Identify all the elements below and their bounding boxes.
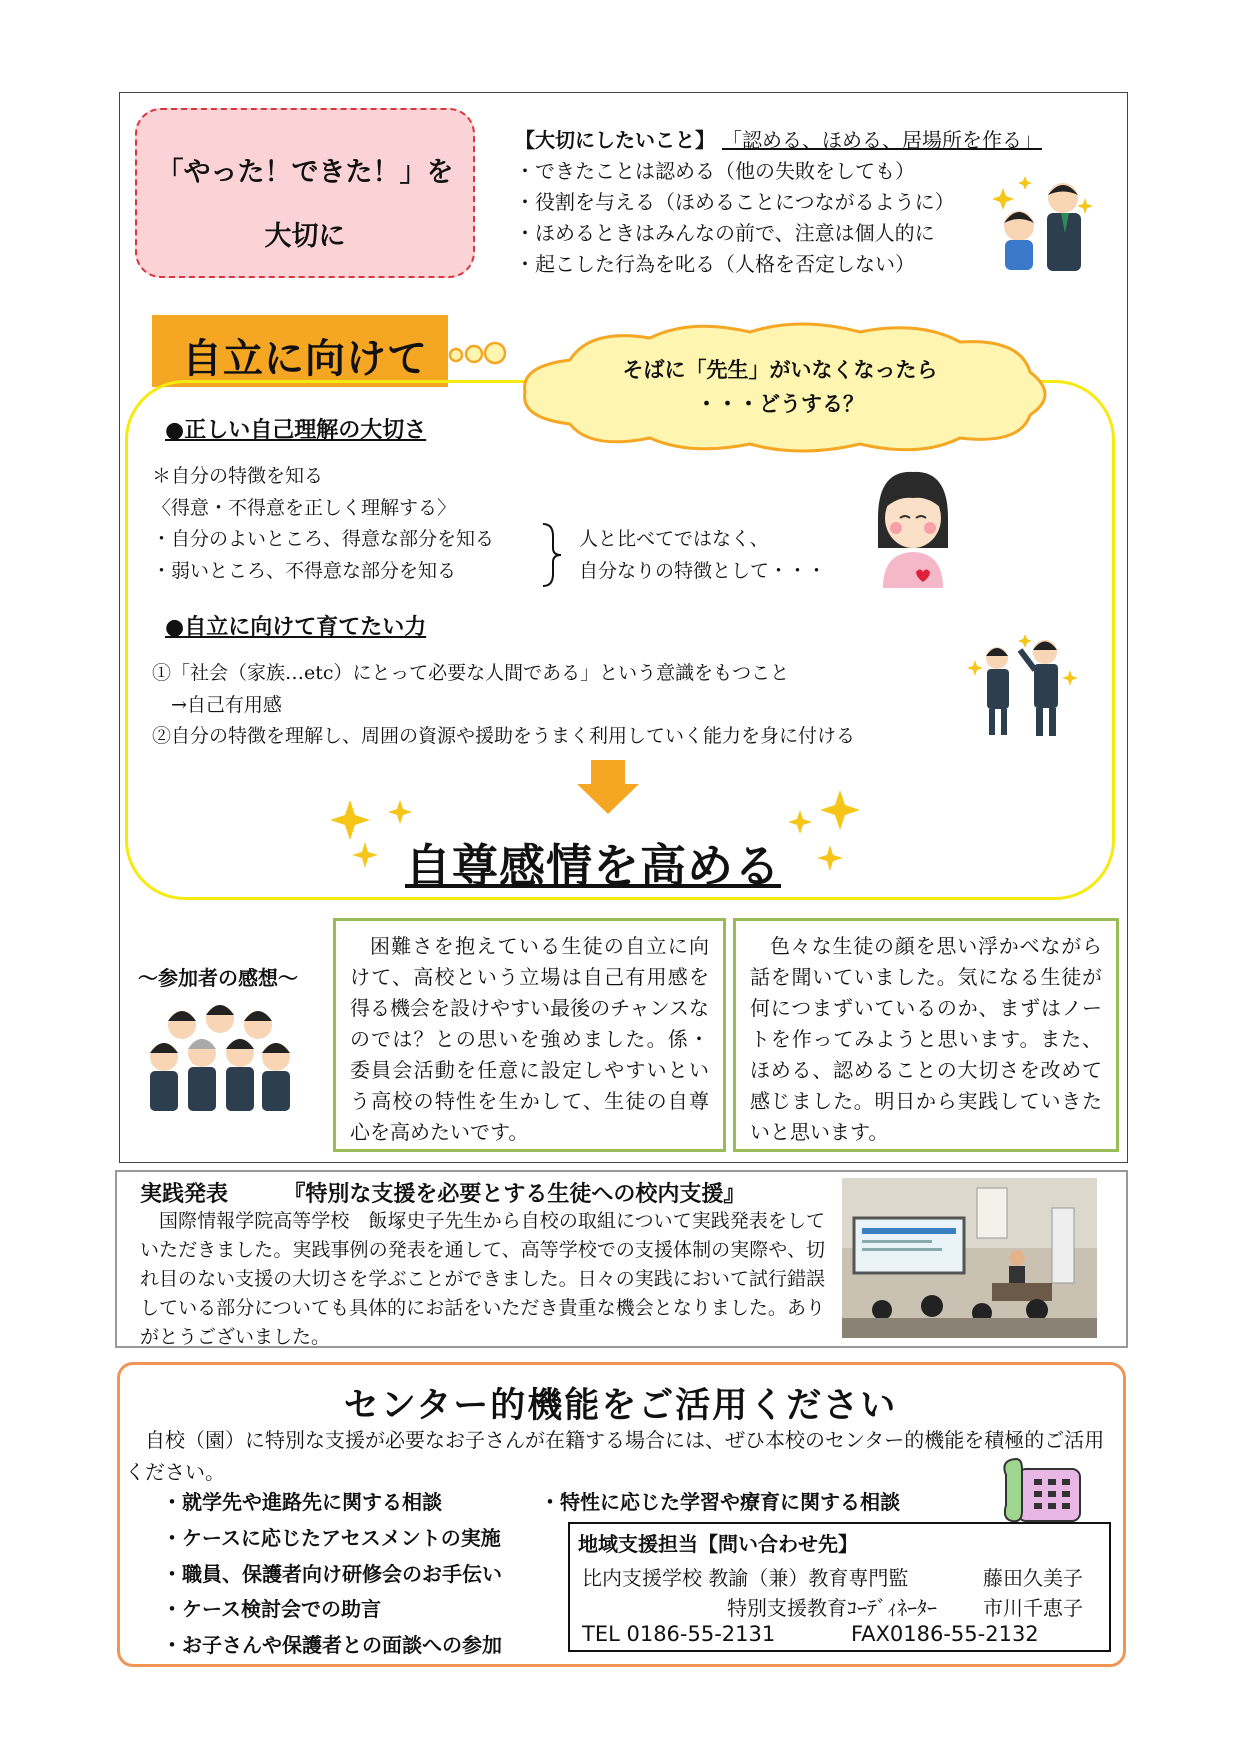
- growth-ability-title: ●自立に向けて育てたい力: [165, 615, 427, 640]
- teacher-student-illustration: [985, 168, 1095, 273]
- practice-text: 国際情報学院高等学校 飯塚史子先生から自校の取組について実践発表をしていただきました。実践事例の発表を通して、高等学校での支援体制の実際や、切れ目のない支援の大切さを学ぶことができました。日々の実践において試行錯誤している部分についても具体的にお話をいただき貴重な機会となりました。ありがとうございました。: [140, 1210, 825, 1348]
- contact-role-2: 特別支援教育ｺｰﾃﾞｨﾈｰﾀｰ: [727, 1596, 937, 1620]
- service-item: ・ケースに応じたアセスメントの実施: [162, 1526, 501, 1550]
- important-item: ・ほめるときはみんなの前で、注意は個人的に: [515, 221, 935, 245]
- practice-label: 実践発表: [140, 1182, 229, 1207]
- important-item: ・できたことは認める（他の失敗をしても）: [515, 159, 915, 183]
- section1-line: ・自分のよいところ、得意な部分を知る: [152, 528, 495, 550]
- impressions-title: ～参加者の感想～: [138, 966, 298, 990]
- important-item: ・起こした行為を叱る（人格を否定しない）: [515, 252, 915, 276]
- girl-illustration: [868, 468, 958, 588]
- important-item: ・役割を与える（ほめることにつながるように）: [515, 190, 955, 214]
- yatta-line2: 大切に: [264, 221, 346, 252]
- section1-line: ＊自分の特徴を知る: [152, 465, 324, 487]
- practice-topic: 『特別な支援を必要とする生徒への校内支援』: [283, 1182, 746, 1207]
- important-heading: [515, 125, 1075, 156]
- cloud-line1: そばに「先生」がいなくなったら: [622, 358, 938, 382]
- curly-brace: [541, 522, 563, 588]
- service-item: ・職員、保護者向け研修会のお手伝い: [162, 1562, 502, 1586]
- section1-line: 〈得意・不得意を正しく理解する〉: [152, 497, 457, 519]
- section2-line: →自己有用感: [152, 694, 282, 716]
- contact-name-2: 市川千恵子: [983, 1596, 1083, 1620]
- center-function-intro: [125, 1424, 1120, 1488]
- yatta-dekita-box: [135, 108, 475, 278]
- thought-bubble-dots: [448, 340, 508, 370]
- telephone-icon: [998, 1455, 1088, 1527]
- service-item: ・お子さんや保護者との面談への参加: [162, 1633, 502, 1657]
- contact-box: [568, 1522, 1111, 1652]
- contact-school-role: 比内支援学校 教諭（兼）教育専門監: [582, 1566, 909, 1590]
- contact-fax: FAX0186-55-2132: [851, 1622, 1039, 1646]
- raise-self-esteem-headline: 自尊感情を高める: [405, 839, 781, 893]
- cloud-text: [560, 353, 1000, 421]
- independence-heading: 自立に向けて: [182, 336, 428, 382]
- center-function-title: センター的機能をご活用ください: [343, 1386, 898, 1426]
- center-intro-text: 自校（園）に特別な支援が必要なお子さんが在籍する場合には、ぜひ本校のセンター的機能を積極的ご活用ください。: [125, 1428, 1105, 1484]
- service-item: ・ケース検討会での助言: [162, 1597, 381, 1621]
- yatta-line1: 「やった！できた！」を: [156, 157, 454, 188]
- contact-title: 地域支援担当【問い合わせ先】: [578, 1532, 858, 1556]
- presentation-photo: [842, 1178, 1097, 1338]
- impression-box-2: [733, 918, 1119, 1152]
- section2-line: ②自分の特徴を理解し、周囲の資源や援助をうまく利用していく能力を身に付ける: [152, 725, 856, 747]
- self-understanding-title: ●正しい自己理解の大切さ: [165, 418, 427, 443]
- impression-box-1: [333, 918, 726, 1152]
- service-item: ・就学先や進路先に関する相談: [162, 1490, 442, 1514]
- independence-heading-tab: [152, 315, 448, 387]
- brace-note: 人と比べてではなく、: [579, 528, 769, 550]
- crowd-cheering-illustration: [142, 995, 297, 1115]
- service-item: ・特性に応じた学習や療育に関する相談: [540, 1490, 900, 1514]
- practice-title: [140, 1177, 745, 1208]
- cloud-line2: ・・・どうする？: [696, 392, 864, 416]
- important-motto: 「認める、ほめる、居場所を作る」: [721, 128, 1042, 152]
- section2-line: ①「社会（家族…etc）にとって必要な人間である」という意識をもつこと: [152, 662, 790, 684]
- celebrating-workers-illustration: [965, 630, 1080, 740]
- practice-body: [140, 1207, 825, 1352]
- impression-text-1: 困難さを抱えている生徒の自立に向けて、高校という立場は自己有用感を得る機会を設けやすい最後のチャンスなのでは？との思いを強めました。係・委員会活動を任意に設定しやすいという高校の特性を生かして、生徒の自尊心を高めたいです。: [350, 934, 709, 1144]
- impression-text-2: 色々な生徒の顔を思い浮かべながら話を聞いていました。気になる生徒が何につまずいているのか、まずはノートを作ってみようと思います。また、ほめる、認めることの大切さを改めて感じました。明日から実践していきたいと思います。: [750, 934, 1102, 1144]
- contact-tel: TEL 0186-55-2131: [582, 1622, 776, 1646]
- brace-note: 自分なりの特徴として・・・: [579, 560, 827, 582]
- contact-name-1: 藤田久美子: [983, 1566, 1083, 1590]
- section1-line: ・弱いところ、不得意な部分を知る: [152, 560, 457, 582]
- important-label: 【大切にしたいこと】: [515, 128, 715, 152]
